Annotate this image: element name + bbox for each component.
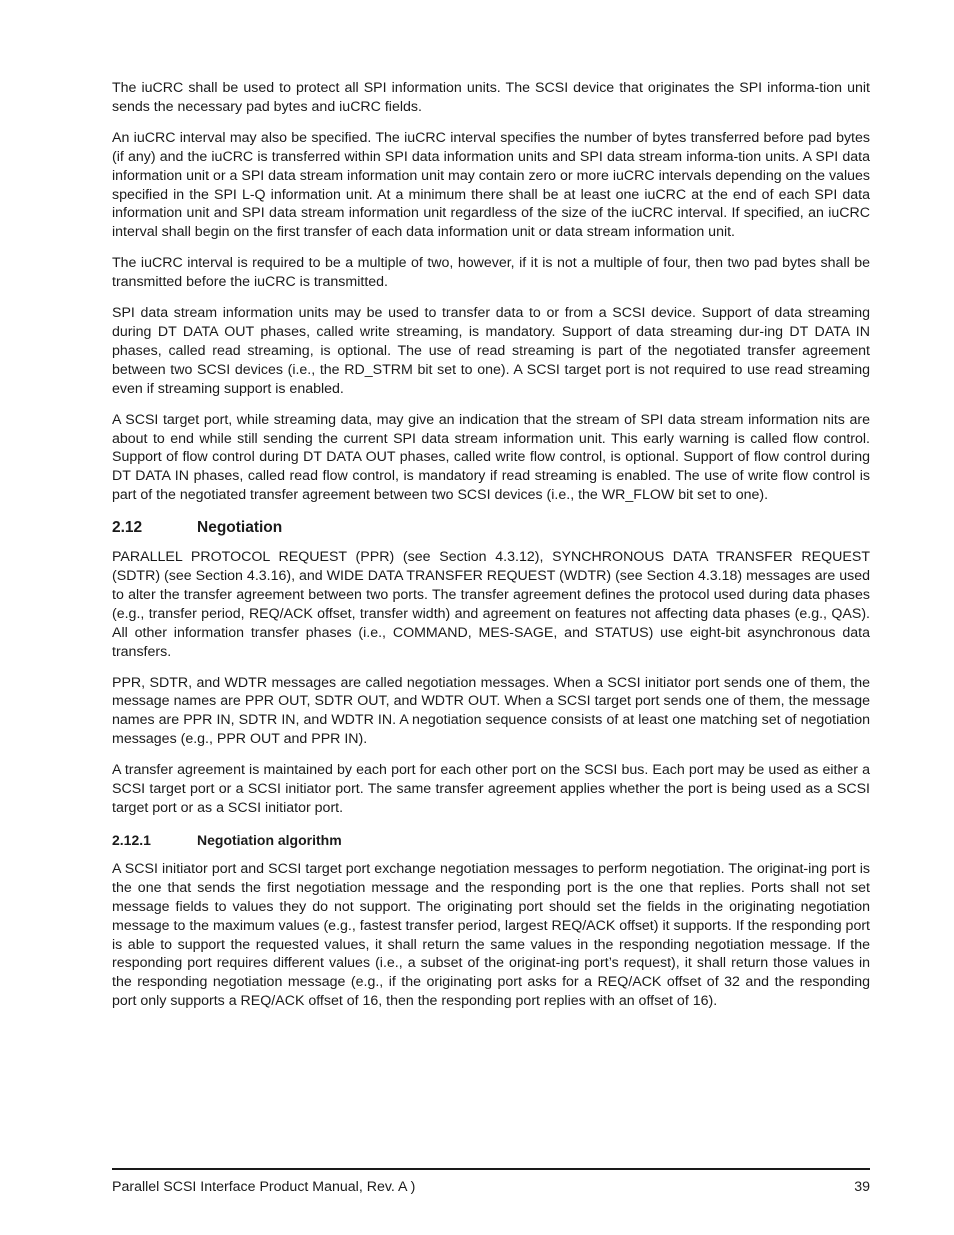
- section-heading: [112, 519, 870, 537]
- paragraph: PARALLEL PROTOCOL REQUEST (PPR) (see Section 4.3.12), SYNCHRONOUS DATA TRANSFER REQUEST (SDTR) (see Section 4.3.16), and WIDE DATA TRANSFER REQUEST (WDTR) (see Section 4.3.18) messages are used to alter the transfer agreement between two ports. The transfer agreement defines the protocol used during data phases (e.g., transfer period, REQ/ACK offset, transfer width) and agreement on features not affecting data phases (e.g., QAS). All other information transfer phases (i.e., COMMAND, MES-SAGE, and STATUS) use eight-bit asynchronous data transfers.: [112, 549, 870, 660]
- paragraph: PPR, SDTR, and WDTR messages are called negotiation messages. When a SCSI initiator port sends one of them, the message names are PPR OUT, SDTR OUT, and WDTR OUT. When a SCSI target port sends one of them, the message names are PPR IN, SDTR IN, and WDTR IN. A negotiation sequence consists of at least one matching set of negotiation messages (e.g., PPR OUT and PPR IN).: [112, 674, 870, 748]
- paragraph: An iuCRC interval may also be specified. The iuCRC interval specifies the number of bytes transferred before pad bytes (if any) and the iuCRC is transferred within SPI data information units and SPI data stream informa-tion units. A SPI data information unit or a SPI data stream information unit may contain zero or more iuCRC intervals depending on the values specified in the SPI L-Q information unit. At a minimum there shall be at least one iuCRC at the end of each SPI data information unit and SPI data stream information unit regardless of the size of the iuCRC interval. If specified, an iuCRC interval shall begin on the first transfer of each data information unit or data stream information unit.: [112, 129, 870, 241]
- paragraph: SPI data stream information units may be used to transfer data to or from a SCSI device. Support of data streaming during DT DATA OUT phases, called write streaming, is mandatory. Support of data streaming dur-ing DT DATA IN phases, called read streaming, is optional. The use of read streaming is part of the negotiated transfer agreement between two SCSI devices (i.e., the RD_STRM bit set to one). A SCSI target port is not required to use read streaming even if streaming support is enabled.: [112, 305, 870, 397]
- paragraph: A transfer agreement is maintained by each port for each other port on the SCSI bus. Each port may be used as either a SCSI target port or a SCSI initiator port. The same transfer agreement applies whether the port is being used as a SCSI target port or as a SCSI initiator port.: [112, 762, 870, 816]
- subsection-number: 2.12.1: [112, 831, 151, 848]
- page-number: 39: [854, 1179, 870, 1195]
- section-title: Negotiation: [197, 519, 283, 537]
- paragraph: A SCSI target port, while streaming data, may give an indication that the stream of SPI data stream information nits are about to end while still sending the current SPI data stream information unit. This early warning is called flow control. Support of flow control during DT DATA OUT phases, called write flow control, is optional. Support of flow control during DT DATA IN phases, called read flow control, is mandatory if read streaming is enabled. The use of write flow control is part of the negotiated transfer agreement between two SCSI devices (i.e., the WR_FLOW bit set to one).: [112, 411, 870, 504]
- footer-title: Parallel SCSI Interface Product Manual, Rev. A ): [112, 1179, 416, 1195]
- page-body: [112, 79, 870, 1023]
- page-footer: [112, 1168, 870, 1196]
- section-number: 2.12: [112, 519, 143, 537]
- paragraph: The iuCRC interval is required to be a multiple of two, however, if it is not a multiple of four, then two pad bytes shall be transmitted before the iuCRC is transmitted.: [112, 255, 870, 291]
- subsection-title: Negotiation algorithm: [197, 831, 342, 848]
- paragraph: A SCSI initiator port and SCSI target port exchange negotiation messages to perform negotiation. The originat-ing port is the one that sends the first negotiation message and the responding port is the one that replies. Ports shall not set message fields to values they do not support. The originating port should set the fields in the originating negotiation message to the maximum values (e.g., fastest transfer period, largest REQ/ACK offset) it supports. If the responding port is able to support the requested values, it shall return the same values in the responding negotiation message. If the responding port requires different values (i.e., a subset of the originat-ing port’s request), it shall return those values in the responding negotiation message (e.g., if the originating port asks for a REQ/ACK offset of 32 and the responding port only supports a REQ/ACK offset of 16, then the responding port replies with an offset of 16).: [112, 860, 870, 1010]
- subsection-heading: [112, 831, 870, 849]
- paragraph: The iuCRC shall be used to protect all SPI information units. The SCSI device that originates the SPI informa-tion unit sends the necessary pad bytes and iuCRC fields.: [112, 80, 870, 115]
